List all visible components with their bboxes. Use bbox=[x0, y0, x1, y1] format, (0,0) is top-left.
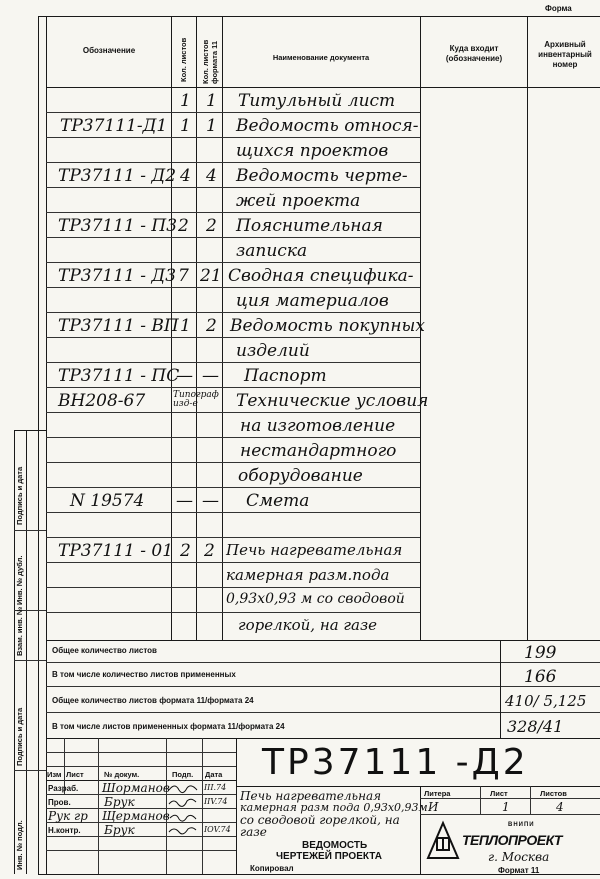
header-sheet-count: Кол. листов bbox=[179, 37, 188, 82]
header-designation: Обозначение bbox=[82, 46, 136, 55]
row-3-c2: 2 bbox=[206, 216, 217, 236]
side-label-sign-date-top: Подпись и дата bbox=[15, 466, 24, 525]
row-9-designation: ТР37111 - 01 bbox=[58, 541, 174, 561]
row-9-line-1: камерная разм.пода bbox=[226, 566, 390, 584]
stamp-lists-value: 4 bbox=[556, 800, 564, 814]
row-1-line-1: щихся проектов bbox=[236, 141, 389, 161]
stamp-title-line-0: Печь нагревательная bbox=[240, 789, 382, 803]
summary-3-value: 328/41 bbox=[507, 717, 564, 736]
row-2-c1: 4 bbox=[180, 166, 191, 186]
stamp-doc-title-1: ВЕДОМОСТЬ bbox=[302, 840, 368, 851]
row-8-c2: — bbox=[202, 491, 219, 511]
stamp-name-0: Шорманов bbox=[102, 781, 170, 795]
org-small: ВНИПИ bbox=[508, 822, 535, 828]
summary-1-label: В том числе количество листов примененных bbox=[52, 670, 236, 679]
org-logo-icon bbox=[426, 820, 460, 860]
row-4-line-0: Сводная специфика- bbox=[228, 266, 414, 286]
summary-1-value: 166 bbox=[524, 667, 557, 687]
row-3-c1: 2 bbox=[178, 216, 189, 236]
stamp-list-label: Лист bbox=[490, 789, 508, 798]
side-label-replace-inv: Взам. инв. № bbox=[15, 606, 24, 656]
stamp-name-1: Брук bbox=[104, 795, 135, 809]
row-9-line-2: 0,93х0,93 м со сводовой bbox=[226, 591, 405, 607]
header-sheet-count-f11: Кол. листов формата 11 bbox=[201, 39, 219, 84]
stamp-date-3: IOV.74 bbox=[204, 825, 231, 834]
row-5-line-0: Ведомость покупных bbox=[230, 316, 425, 336]
stamp-name-2: Щерманов bbox=[102, 809, 170, 823]
org-name: ТЕПЛОПРОЕКТ bbox=[462, 832, 562, 848]
row-8-c1: — bbox=[176, 491, 193, 511]
footer-copied: Копировал bbox=[250, 864, 294, 873]
summary-0-value: 199 bbox=[524, 643, 557, 663]
row-0-c1: 1 bbox=[180, 91, 191, 111]
row-6-c1: — bbox=[176, 366, 193, 386]
row-6-line-0: Паспорт bbox=[244, 366, 327, 386]
row-8-line-0: Смета bbox=[246, 491, 310, 511]
form-label: Форма bbox=[545, 4, 572, 13]
row-2-c2: 4 bbox=[206, 166, 217, 186]
stamp-code: ТР37111 -Д2 bbox=[262, 742, 529, 783]
signatures-graphic bbox=[166, 780, 202, 836]
stamp-name-3: Брук bbox=[104, 823, 135, 837]
stamp-col-list: Лист bbox=[66, 770, 84, 779]
stamp-litera-label: Литера bbox=[424, 789, 451, 798]
row-7-c1: Типограф изд-е bbox=[173, 390, 219, 409]
stamp-title-line-3: газе bbox=[240, 825, 267, 839]
row-3-line-1: записка bbox=[236, 241, 308, 261]
row-2-designation: ТР37111 - Д2 bbox=[58, 166, 177, 186]
row-5-c1: 1 bbox=[180, 316, 191, 336]
summary-0-label: Общее количество листов bbox=[52, 646, 157, 655]
row-3-line-0: Пояснительная bbox=[236, 216, 383, 236]
row-7-designation: ВН208-67 bbox=[58, 391, 146, 411]
org-city: г. Москва bbox=[488, 850, 550, 864]
stamp-title-line-1: камерная разм пода 0,93х0,93м bbox=[240, 801, 428, 814]
stamp-title-line-2: со сводовой горелкой, на bbox=[240, 813, 400, 827]
stamp-date-1: IIV.74 bbox=[204, 797, 228, 806]
row-6-c2: — bbox=[202, 366, 219, 386]
stamp-col-sign: Подп. bbox=[172, 770, 194, 779]
row-7-line-0: Технические условия bbox=[236, 391, 429, 411]
row-6-designation: ТР37111 - ПС bbox=[58, 366, 180, 386]
row-5-line-1: изделий bbox=[236, 341, 310, 361]
stamp-lists-label: Листов bbox=[540, 789, 567, 798]
footer-format: Формат 11 bbox=[498, 866, 540, 875]
row-1-c1: 1 bbox=[180, 116, 191, 136]
stamp-list-value: 1 bbox=[502, 800, 510, 814]
row-1-c2: 1 bbox=[206, 116, 217, 136]
row-8-designation: N 19574 bbox=[70, 491, 145, 511]
side-label-sign-date: Подпись и дата bbox=[15, 707, 24, 766]
stamp-role-2: Рук гр bbox=[48, 809, 88, 823]
row-7-line-1: на изготовление bbox=[240, 416, 396, 436]
stamp-role-3: Н.контр. bbox=[48, 826, 81, 835]
row-9-line-0: Печь нагревательная bbox=[226, 541, 403, 559]
row-4-line-1: ция материалов bbox=[236, 291, 389, 311]
row-4-designation: ТР37111 - Д3 bbox=[58, 266, 177, 286]
stamp-col-doc: № докум. bbox=[104, 770, 140, 779]
row-9-line-3: горелкой, на газе bbox=[238, 616, 377, 634]
stamp-date-0: III.74 bbox=[204, 783, 227, 792]
row-9-c2: 2 bbox=[204, 541, 215, 561]
side-label-dup-inv: Инв. № дубл. bbox=[15, 555, 24, 605]
row-4-c1: 7 bbox=[178, 266, 189, 286]
stamp-doc-title-2: ЧЕРТЕЖЕЙ ПРОЕКТА bbox=[276, 851, 382, 862]
stamp-role-0: Разраб. bbox=[48, 784, 79, 793]
summary-2-value: 410/ 5,125 bbox=[505, 692, 587, 710]
row-5-designation: ТР37111 - ВП bbox=[58, 316, 179, 336]
row-2-line-1: жей проекта bbox=[236, 191, 361, 211]
stamp-role-1: Пров. bbox=[48, 798, 71, 807]
row-4-c2: 21 bbox=[200, 266, 222, 286]
row-7-line-2: нестандартного bbox=[240, 441, 397, 461]
row-2-line-0: Ведомость черте- bbox=[236, 166, 408, 186]
row-1-line-0: Ведомость относя- bbox=[236, 116, 419, 136]
stamp-litera-value: И bbox=[428, 800, 439, 814]
header-document-name: Наименование документа bbox=[272, 53, 370, 62]
summary-2-label: Общее количество листов формата 11/формата 24 bbox=[52, 696, 254, 705]
row-0-c2: 1 bbox=[206, 91, 217, 111]
row-9-c1: 2 bbox=[180, 541, 191, 561]
stamp-col-izm: Изм bbox=[47, 770, 62, 779]
row-1-designation: ТР37111-Д1 bbox=[60, 116, 168, 136]
row-0-line-0: Титульный лист bbox=[238, 91, 396, 111]
row-3-designation: ТР37111 - П3 bbox=[58, 216, 178, 236]
summary-3-label: В том числе листов примененных формата 11/формата 24 bbox=[52, 722, 285, 731]
header-where-included: Куда входит (обозначение) bbox=[445, 44, 503, 63]
side-label-inv-orig: Инв. № подл. bbox=[15, 820, 24, 870]
header-archive-number: Архивный инвентарный номер bbox=[538, 40, 592, 69]
row-7-line-3: оборудование bbox=[238, 466, 363, 486]
row-5-c2: 2 bbox=[206, 316, 217, 336]
stamp-col-date: Дата bbox=[205, 770, 223, 779]
